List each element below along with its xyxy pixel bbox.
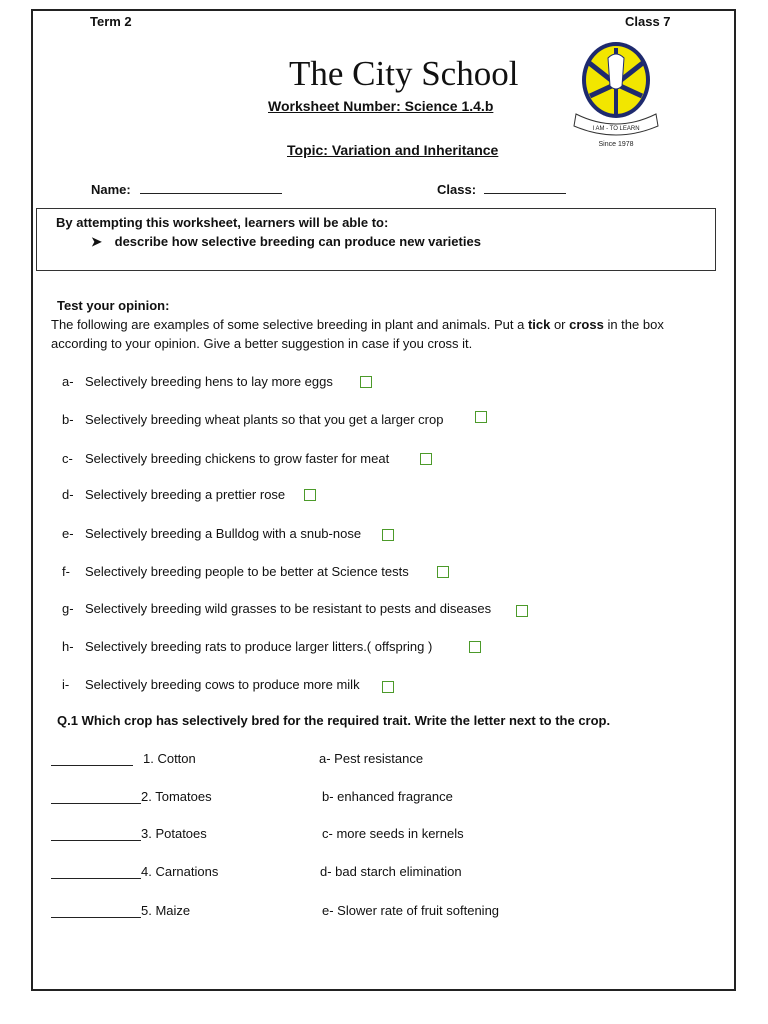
topic-title: Topic: Variation and Inheritance [287,142,499,158]
school-name: The City School [289,54,519,93]
trait-item: b- enhanced fragrance [322,789,453,804]
opinion-checkbox-f[interactable] [437,566,449,578]
class-blank[interactable] [484,181,566,194]
arrow-bullet-icon: ➤ [91,234,102,249]
list-item: b- [62,412,74,427]
name-field[interactable] [91,181,282,197]
crop-item: 4. Carnations [141,864,219,879]
list-item-text: Selectively breeding a Bulldog with a snub-nose [85,526,362,541]
opinion-instructions-line2: according to your opinion. Give a better suggestion in case if you cross it. [51,336,473,351]
opinion-checkbox-h[interactable] [469,641,481,653]
opinion-instructions-line1: The following are examples of some selective breeding in plant and animals. Put a tick or cross in the box [51,317,664,332]
list-item-text: Selectively breeding wheat plants so that you get a larger crop [85,412,444,427]
opinion-checkbox-i[interactable] [382,681,394,693]
list-item-text: Selectively breeding people to be better at Science tests [85,564,409,579]
answer-blank-4[interactable] [51,866,141,879]
list-item: a- [62,374,74,389]
list-item: e- [62,526,74,541]
svg-text:Since 1978: Since 1978 [598,141,634,148]
class-label: Class: [437,182,477,197]
list-item: h- [62,639,74,654]
worksheet-number: Worksheet Number: Science 1.4.b [268,98,494,114]
list-item-text: Selectively breeding a prettier rose [85,487,286,502]
answer-blank-1[interactable] [51,753,133,766]
trait-item: e- Slower rate of fruit softening [322,903,500,918]
list-item-text: Selectively breeding cows to produce more milk [85,677,360,692]
svg-text:I AM - TO LEARN: I AM - TO LEARN [592,126,640,132]
objective-item [91,234,481,250]
class-level-label: Class 7 [625,14,671,29]
list-item-text: Selectively breeding rats to produce larger litters.( offspring ) [85,639,433,654]
answer-blank-5[interactable] [51,905,141,918]
name-label: Name: [91,182,131,197]
trait-item: d- bad starch elimination [320,864,462,879]
answer-blank-3[interactable] [51,828,141,841]
list-item-text: Selectively breeding chickens to grow faster for meat [85,451,390,466]
opinion-heading: Test your opinion: [57,298,170,313]
class-field[interactable] [437,181,566,197]
objectives-intro: By attempting this worksheet, learners will be able to: [56,215,389,230]
opinion-checkbox-e[interactable] [382,529,394,541]
crop-item: 3. Potatoes [141,826,207,841]
opinion-checkbox-c[interactable] [420,453,432,465]
trait-item: a- Pest resistance [319,751,424,766]
opinion-checkbox-g[interactable] [516,605,528,617]
opinion-checkbox-a[interactable] [360,376,372,388]
objective-text: describe how selective breeding can produce new varieties [114,234,481,249]
list-item: f- [62,564,70,579]
list-item: c- [62,451,73,466]
answer-blank-2[interactable] [51,791,141,804]
crop-item: 2. Tomatoes [141,789,212,804]
list-item-text: Selectively breeding hens to lay more eggs [85,374,333,389]
name-blank[interactable] [140,181,282,194]
opinion-checkbox-d[interactable] [304,489,316,501]
list-item: g- [62,601,74,616]
crop-item: 5. Maize [141,903,191,918]
list-item-text: Selectively breeding wild grasses to be resistant to pests and diseases [85,601,492,616]
term-label: Term 2 [90,14,132,29]
crop-item: 1. Cotton [143,751,196,766]
trait-item: c- more seeds in kernels [322,826,464,841]
question-1-text: Q.1 Which crop has selectively bred for the required trait. Write the letter next to the crop. [57,713,611,728]
school-crest-icon [568,40,666,150]
list-item: d- [62,487,74,502]
opinion-checkbox-b[interactable] [475,411,487,423]
list-item: i- [62,677,70,692]
